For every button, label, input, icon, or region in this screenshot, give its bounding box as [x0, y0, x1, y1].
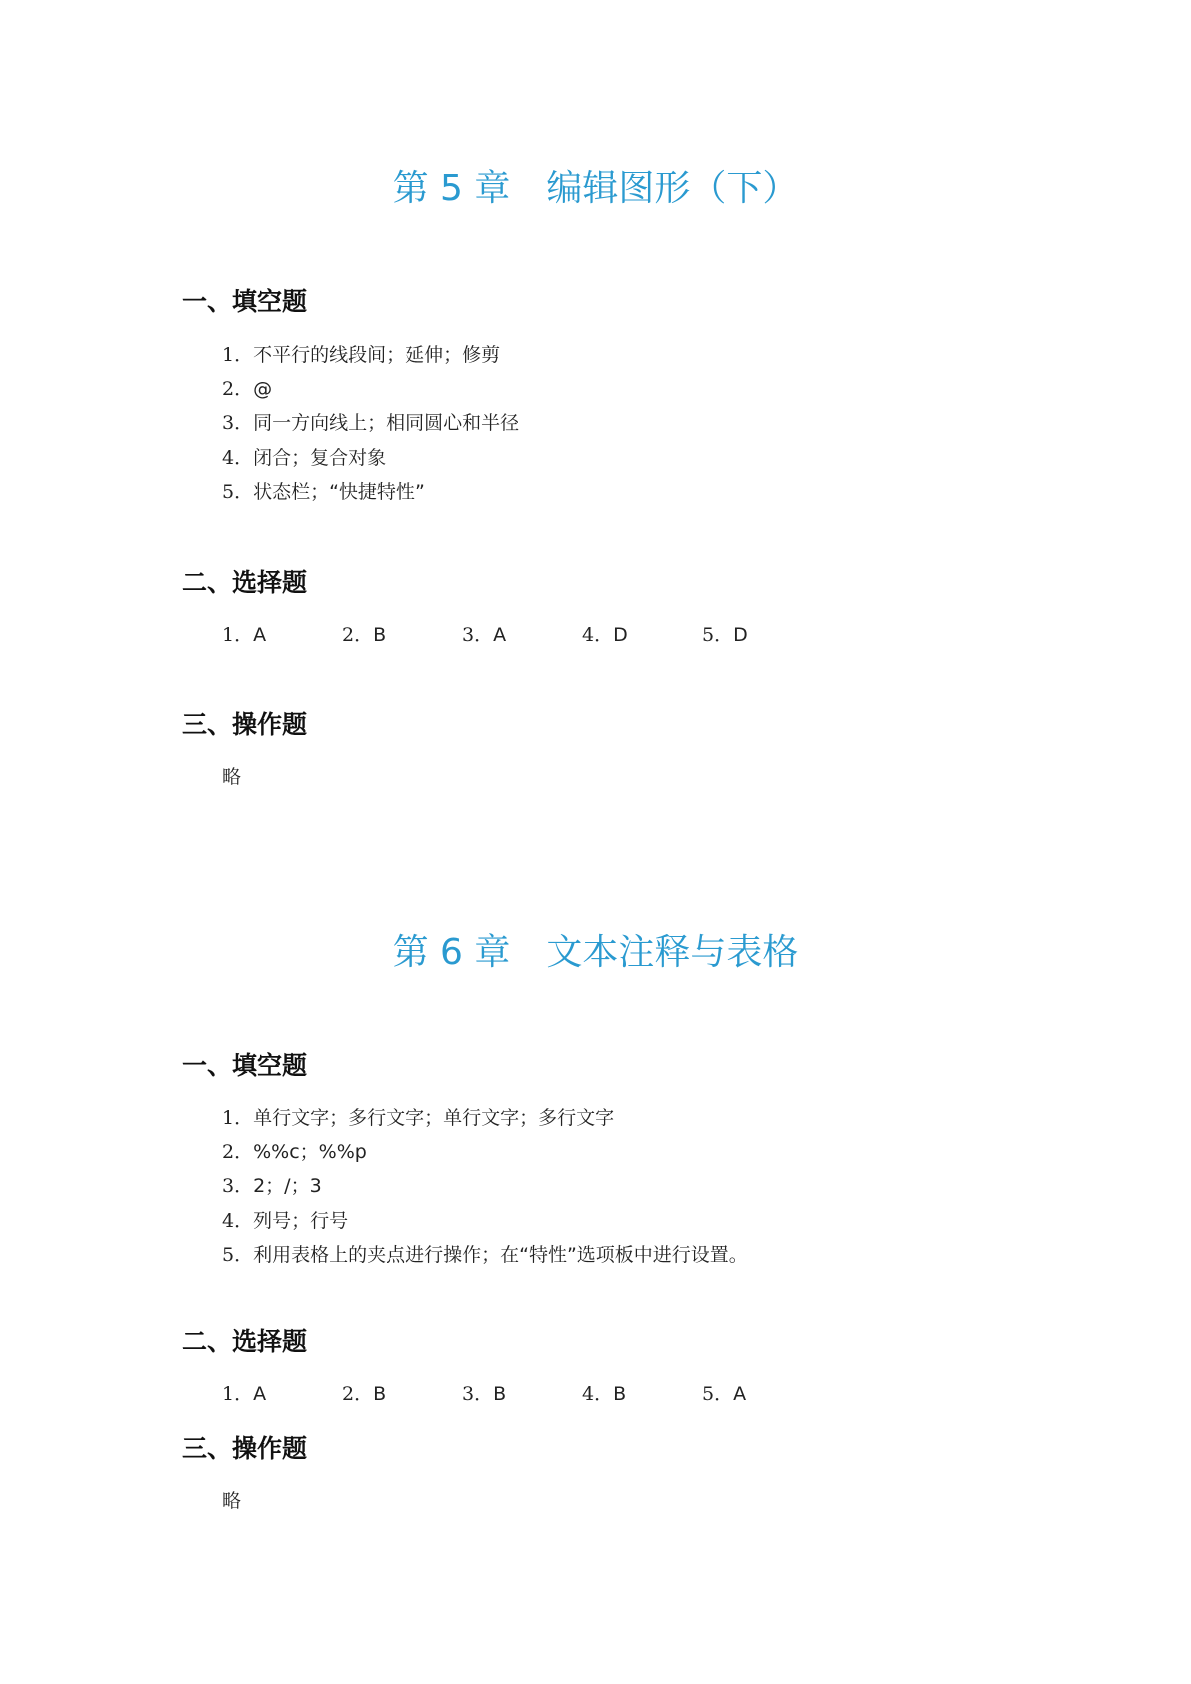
- chapter5-choice-answer-3: [462, 620, 506, 647]
- answer-number: 4．: [582, 1383, 614, 1405]
- answer-letter: B: [373, 624, 387, 646]
- chapter5-op-heading: 三、操作题: [182, 710, 308, 739]
- item-text: 同一方向线上；相同圆心和半径: [253, 412, 520, 434]
- item-text: 状态栏；“快捷特性”: [253, 481, 425, 503]
- item-number: 5．: [222, 481, 254, 503]
- chapter5-choice-answer-5: [702, 620, 748, 647]
- answer-letter: B: [613, 1383, 627, 1405]
- answer-number: 3．: [462, 624, 494, 646]
- chapter5-choice-answer-2: [342, 620, 386, 647]
- chapter6-op-heading: 三、操作题: [182, 1434, 308, 1463]
- item-number: 3．: [222, 1175, 254, 1197]
- answer-number: 4．: [582, 624, 614, 646]
- chapter5-fill-item-4: [222, 443, 386, 470]
- chapter5-fill-item-1: [222, 340, 500, 367]
- answer-letter: B: [493, 1383, 507, 1405]
- chapter5-choice-answer-1: [222, 620, 266, 647]
- chapter6-fill-item-2: [222, 1137, 367, 1164]
- item-number: 4．: [222, 447, 254, 469]
- answer-letter: A: [253, 624, 267, 646]
- answer-letter: B: [373, 1383, 387, 1405]
- chapter6-choice-answer-1: [222, 1379, 266, 1406]
- item-text: %%c；%%p: [253, 1141, 367, 1163]
- chapter5-fill-item-3: [222, 408, 519, 435]
- chapter6-op-text: 略: [222, 1490, 242, 1512]
- chapter6-choice-answer-2: [342, 1379, 386, 1406]
- answer-number: 2．: [342, 624, 374, 646]
- answer-letter: A: [493, 624, 507, 646]
- answer-number: 5．: [702, 1383, 734, 1405]
- chapter5-fill-heading: 一、填空题: [182, 287, 308, 316]
- answer-number: 1．: [222, 1383, 254, 1405]
- item-text: 2；/；3: [253, 1175, 322, 1197]
- chapter5-op-text: 略: [222, 766, 242, 788]
- item-text: 不平行的线段间；延伸；修剪: [253, 344, 501, 366]
- chapter5-choice-answer-4: [582, 620, 628, 647]
- chapter5-fill-item-2: [222, 374, 272, 401]
- chapter5-fill-item-5: [222, 477, 425, 504]
- chapter6-title: 第 6 章 文本注释与表格: [392, 932, 799, 973]
- chapter6-choice-answer-4: [582, 1379, 626, 1406]
- chapter6-choice-heading: 二、选择题: [182, 1327, 308, 1356]
- answer-number: 3．: [462, 1383, 494, 1405]
- item-text: 列号；行号: [253, 1210, 349, 1232]
- item-number: 2．: [222, 1141, 254, 1163]
- item-text: @: [253, 378, 273, 400]
- item-number: 3．: [222, 412, 254, 434]
- chapter6-fill-item-1: [222, 1103, 614, 1130]
- item-text: 闭合；复合对象: [253, 447, 387, 469]
- item-number: 2．: [222, 378, 254, 400]
- answer-letter: D: [733, 624, 748, 646]
- chapter6-choice-answer-3: [462, 1379, 506, 1406]
- chapter6-choice-answer-5: [702, 1379, 746, 1406]
- answer-letter: A: [733, 1383, 747, 1405]
- chapter5-title: 第 5 章 编辑图形（下）: [392, 168, 799, 209]
- chapter6-fill-item-4: [222, 1206, 348, 1233]
- chapter6-fill-heading: 一、填空题: [182, 1051, 308, 1080]
- answer-number: 1．: [222, 624, 254, 646]
- item-number: 4．: [222, 1210, 254, 1232]
- item-text: 单行文字；多行文字；单行文字；多行文字: [253, 1107, 615, 1129]
- chapter5-choice-heading: 二、选择题: [182, 568, 308, 597]
- chapter6-fill-item-3: [222, 1171, 322, 1198]
- answer-number: 5．: [702, 624, 734, 646]
- item-text: 利用表格上的夹点进行操作；在“特性”选项板中进行设置。: [253, 1244, 748, 1266]
- item-number: 1．: [222, 1107, 254, 1129]
- answer-letter: A: [253, 1383, 267, 1405]
- answer-number: 2．: [342, 1383, 374, 1405]
- item-number: 5．: [222, 1244, 254, 1266]
- chapter6-fill-item-5: [222, 1240, 748, 1267]
- answer-letter: D: [613, 624, 628, 646]
- item-number: 1．: [222, 344, 254, 366]
